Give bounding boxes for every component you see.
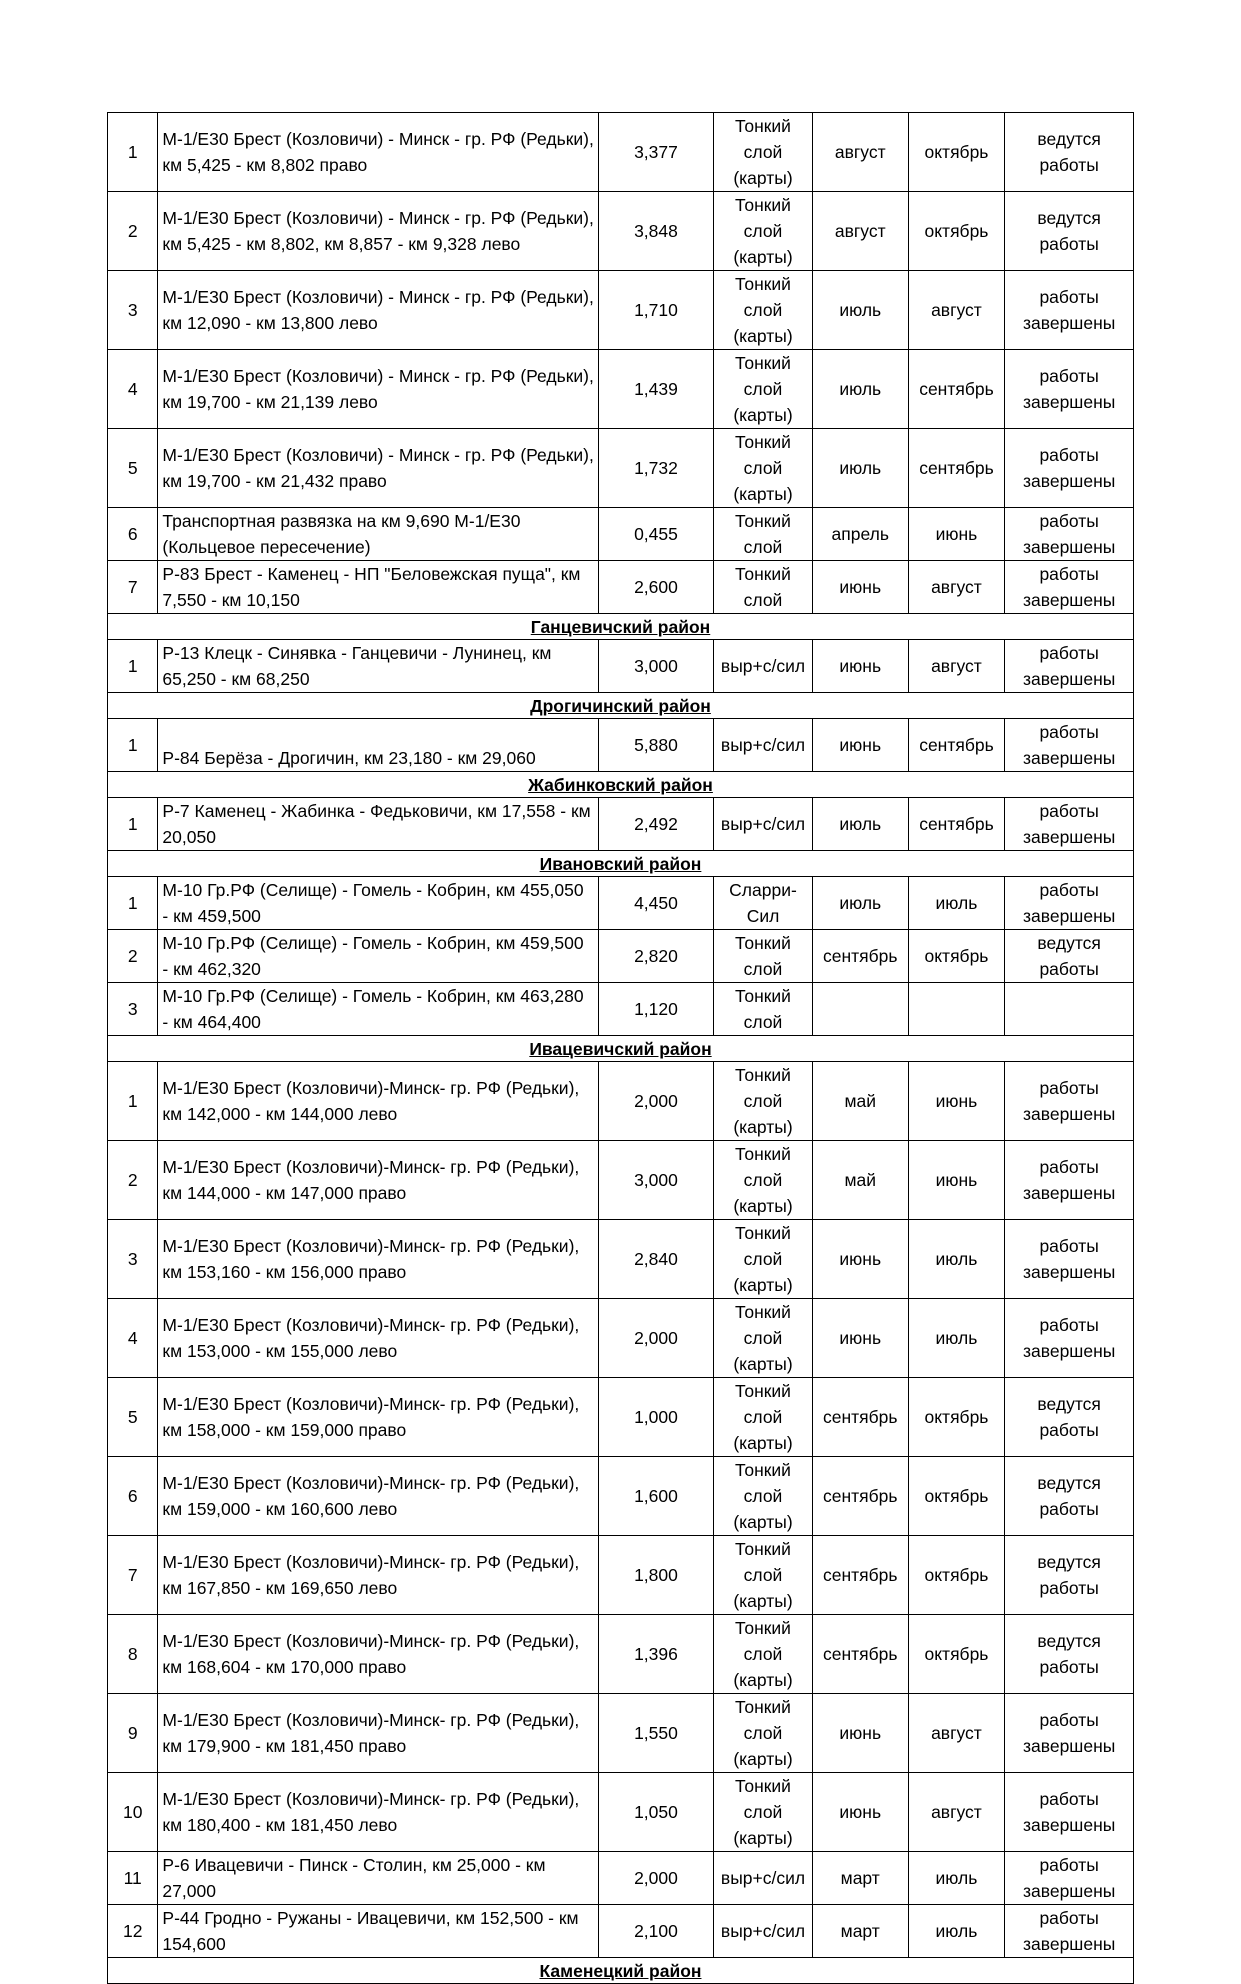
road-section: М-1/Е30 Брест (Козловичи)-Минск- гр. РФ (Редьки), км 144,000 - км 147,000 право — [158, 1141, 598, 1220]
district-title: Жабинковский район — [108, 772, 1134, 798]
table-row — [108, 192, 1134, 271]
work-status: работы завершены — [1005, 561, 1134, 614]
row-number: 1 — [108, 877, 158, 930]
row-number: 1 — [108, 798, 158, 851]
table-row — [108, 429, 1134, 508]
work-status: работы завершены — [1005, 1299, 1134, 1378]
end-month: июнь — [908, 1062, 1005, 1141]
road-section: Р-84 Берёза - Дрогичин, км 23,180 - км 29,060 — [158, 719, 598, 772]
work-status: ведутся работы — [1005, 1457, 1134, 1536]
road-section: М-1/Е30 Брест (Козловичи)-Минск- гр. РФ (Редьки), км 179,900 - км 181,450 право — [158, 1694, 598, 1773]
table-row — [108, 983, 1134, 1036]
work-status: работы завершены — [1005, 508, 1134, 561]
road-section: М-1/Е30 Брест (Козловичи)-Минск- гр. РФ (Редьки), км 142,000 - км 144,000 лево — [158, 1062, 598, 1141]
row-number: 2 — [108, 1141, 158, 1220]
table-row — [108, 719, 1134, 772]
work-status: ведутся работы — [1005, 192, 1134, 271]
road-section: М-1/Е30 Брест (Козловичи)-Минск- гр. РФ (Редьки), км 167,850 - км 169,650 лево — [158, 1536, 598, 1615]
end-month: июнь — [908, 1141, 1005, 1220]
road-section: М-10 Гр.РФ (Селище) - Гомель - Кобрин, км 455,050 - км 459,500 — [158, 877, 598, 930]
row-number: 6 — [108, 508, 158, 561]
end-month: июль — [908, 1299, 1005, 1378]
start-month: июнь — [812, 561, 908, 614]
length-km: 1,439 — [598, 350, 713, 429]
table-row — [108, 1536, 1134, 1615]
road-section: Р-6 Ивацевичи - Пинск - Столин, км 25,000 - км 27,000 — [158, 1852, 598, 1905]
length-km: 1,050 — [598, 1773, 713, 1852]
start-month: сентябрь — [812, 1536, 908, 1615]
road-section: Р-13 Клецк - Синявка - Ганцевичи - Лунинец, км 65,250 - км 68,250 — [158, 640, 598, 693]
length-km: 5,880 — [598, 719, 713, 772]
length-km: 3,000 — [598, 1141, 713, 1220]
district-title: Ивановский район — [108, 851, 1134, 877]
start-month: март — [812, 1905, 908, 1958]
end-month: август — [908, 640, 1005, 693]
table-row — [108, 113, 1134, 192]
work-type: Тонкий слой (карты) — [714, 192, 813, 271]
length-km: 3,848 — [598, 192, 713, 271]
road-section: Р-7 Каменец - Жабинка - Федьковичи, км 17,558 - км 20,050 — [158, 798, 598, 851]
road-section: М-1/Е30 Брест (Козловичи)-Минск- гр. РФ (Редьки), км 153,000 - км 155,000 лево — [158, 1299, 598, 1378]
district-header-row — [108, 1036, 1134, 1062]
work-status: работы завершены — [1005, 350, 1134, 429]
start-month: июнь — [812, 1220, 908, 1299]
road-section: М-1/Е30 Брест (Козловичи) - Минск - гр. РФ (Редьки), км 5,425 - км 8,802 право — [158, 113, 598, 192]
end-month — [908, 983, 1005, 1036]
row-number: 4 — [108, 350, 158, 429]
row-number: 1 — [108, 113, 158, 192]
work-type: Тонкий слой (карты) — [714, 113, 813, 192]
row-number: 9 — [108, 1694, 158, 1773]
end-month: август — [908, 271, 1005, 350]
start-month: май — [812, 1062, 908, 1141]
row-number: 10 — [108, 1773, 158, 1852]
start-month — [812, 983, 908, 1036]
start-month: сентябрь — [812, 1378, 908, 1457]
end-month: сентябрь — [908, 798, 1005, 851]
road-section: М-1/Е30 Брест (Козловичи)-Минск- гр. РФ (Редьки), км 159,000 - км 160,600 лево — [158, 1457, 598, 1536]
start-month: июль — [812, 350, 908, 429]
row-number: 7 — [108, 561, 158, 614]
row-number: 3 — [108, 1220, 158, 1299]
work-type: выр+с/сил — [714, 1852, 813, 1905]
work-type: Тонкий слой (карты) — [714, 1536, 813, 1615]
length-km: 2,600 — [598, 561, 713, 614]
table-row — [108, 1905, 1134, 1958]
end-month: октябрь — [908, 113, 1005, 192]
start-month: июнь — [812, 1773, 908, 1852]
work-type: Тонкий слой (карты) — [714, 1615, 813, 1694]
work-type: Тонкий слой — [714, 983, 813, 1036]
road-section: Транспортная развязка на км 9,690 М-1/Е30 (Кольцевое пересечение) — [158, 508, 598, 561]
end-month: октябрь — [908, 192, 1005, 271]
work-type: Тонкий слой (карты) — [714, 429, 813, 508]
row-number: 8 — [108, 1615, 158, 1694]
end-month: сентябрь — [908, 429, 1005, 508]
length-km: 1,550 — [598, 1694, 713, 1773]
length-km: 1,800 — [598, 1536, 713, 1615]
work-type: Тонкий слой — [714, 561, 813, 614]
road-section: М-1/Е30 Брест (Козловичи)-Минск- гр. РФ (Редьки), км 168,604 - км 170,000 право — [158, 1615, 598, 1694]
end-month: август — [908, 561, 1005, 614]
end-month: июль — [908, 1220, 1005, 1299]
work-status: ведутся работы — [1005, 930, 1134, 983]
length-km: 1,120 — [598, 983, 713, 1036]
work-type: Тонкий слой (карты) — [714, 1220, 813, 1299]
start-month: май — [812, 1141, 908, 1220]
length-km: 2,840 — [598, 1220, 713, 1299]
end-month: август — [908, 1773, 1005, 1852]
road-works-table — [107, 112, 1134, 1984]
length-km: 2,000 — [598, 1852, 713, 1905]
length-km: 1,732 — [598, 429, 713, 508]
road-section: М-1/Е30 Брест (Козловичи) - Минск - гр. РФ (Редьки), км 12,090 - км 13,800 лево — [158, 271, 598, 350]
work-type: Сларри-Сил — [714, 877, 813, 930]
end-month: октябрь — [908, 930, 1005, 983]
length-km: 1,396 — [598, 1615, 713, 1694]
start-month: июль — [812, 429, 908, 508]
end-month: сентябрь — [908, 719, 1005, 772]
start-month: июнь — [812, 640, 908, 693]
table-row — [108, 271, 1134, 350]
work-status: работы завершены — [1005, 271, 1134, 350]
length-km: 2,100 — [598, 1905, 713, 1958]
work-type: Тонкий слой (карты) — [714, 1141, 813, 1220]
road-section: Р-83 Брест - Каменец - НП "Беловежская пуща", км 7,550 - км 10,150 — [158, 561, 598, 614]
length-km: 2,820 — [598, 930, 713, 983]
length-km: 1,000 — [598, 1378, 713, 1457]
work-type: Тонкий слой (карты) — [714, 1062, 813, 1141]
row-number: 3 — [108, 983, 158, 1036]
row-number: 11 — [108, 1852, 158, 1905]
work-type: Тонкий слой (карты) — [714, 1457, 813, 1536]
table-row — [108, 640, 1134, 693]
end-month: июнь — [908, 508, 1005, 561]
table-body — [108, 113, 1134, 1984]
work-status: работы завершены — [1005, 1773, 1134, 1852]
start-month: сентябрь — [812, 930, 908, 983]
length-km: 2,000 — [598, 1062, 713, 1141]
table-row — [108, 1457, 1134, 1536]
table-row — [108, 1852, 1134, 1905]
table-row — [108, 1141, 1134, 1220]
end-month: июль — [908, 1905, 1005, 1958]
work-type: Тонкий слой (карты) — [714, 1378, 813, 1457]
table-row — [108, 877, 1134, 930]
row-number: 7 — [108, 1536, 158, 1615]
table-row — [108, 561, 1134, 614]
work-status: работы завершены — [1005, 1905, 1134, 1958]
road-section: М-1/Е30 Брест (Козловичи) - Минск - гр. РФ (Редьки), км 19,700 - км 21,432 право — [158, 429, 598, 508]
start-month: апрель — [812, 508, 908, 561]
work-type: выр+с/сил — [714, 719, 813, 772]
table-row — [108, 798, 1134, 851]
start-month: август — [812, 113, 908, 192]
start-month: март — [812, 1852, 908, 1905]
work-status: работы завершены — [1005, 719, 1134, 772]
table-row — [108, 1299, 1134, 1378]
work-type: Тонкий слой — [714, 508, 813, 561]
work-status: работы завершены — [1005, 429, 1134, 508]
end-month: октябрь — [908, 1615, 1005, 1694]
row-number: 1 — [108, 719, 158, 772]
start-month: июнь — [812, 1694, 908, 1773]
district-title: Ганцевичский район — [108, 614, 1134, 640]
end-month: октябрь — [908, 1457, 1005, 1536]
end-month: октябрь — [908, 1378, 1005, 1457]
end-month: июль — [908, 1852, 1005, 1905]
work-status: работы завершены — [1005, 1220, 1134, 1299]
start-month: июнь — [812, 1299, 908, 1378]
road-section: М-1/Е30 Брест (Козловичи)-Минск- гр. РФ (Редьки), км 180,400 - км 181,450 лево — [158, 1773, 598, 1852]
road-section: М-1/Е30 Брест (Козловичи)-Минск- гр. РФ (Редьки), км 158,000 - км 159,000 право — [158, 1378, 598, 1457]
row-number: 1 — [108, 1062, 158, 1141]
length-km: 2,000 — [598, 1299, 713, 1378]
work-type: выр+с/сил — [714, 640, 813, 693]
row-number: 1 — [108, 640, 158, 693]
start-month: июль — [812, 798, 908, 851]
end-month: август — [908, 1694, 1005, 1773]
district-header-row — [108, 772, 1134, 798]
end-month: сентябрь — [908, 350, 1005, 429]
table-row — [108, 1062, 1134, 1141]
work-type: Тонкий слой (карты) — [714, 1773, 813, 1852]
work-status: работы завершены — [1005, 798, 1134, 851]
table-row — [108, 350, 1134, 429]
work-status: работы завершены — [1005, 1852, 1134, 1905]
district-header-row — [108, 614, 1134, 640]
table-row — [108, 1220, 1134, 1299]
work-type: Тонкий слой — [714, 930, 813, 983]
row-number: 5 — [108, 1378, 158, 1457]
table-row — [108, 508, 1134, 561]
start-month: август — [812, 192, 908, 271]
row-number: 12 — [108, 1905, 158, 1958]
work-status: работы завершены — [1005, 877, 1134, 930]
length-km: 1,710 — [598, 271, 713, 350]
row-number: 4 — [108, 1299, 158, 1378]
work-status: работы завершены — [1005, 1062, 1134, 1141]
end-month: октябрь — [908, 1536, 1005, 1615]
length-km: 3,000 — [598, 640, 713, 693]
start-month: сентябрь — [812, 1615, 908, 1694]
row-number: 6 — [108, 1457, 158, 1536]
length-km: 2,492 — [598, 798, 713, 851]
road-section: М-1/Е30 Брест (Козловичи) - Минск - гр. РФ (Редьки), км 19,700 - км 21,139 лево — [158, 350, 598, 429]
work-status: ведутся работы — [1005, 1615, 1134, 1694]
table-row — [108, 1694, 1134, 1773]
road-section: М-1/Е30 Брест (Козловичи) - Минск - гр. РФ (Редьки), км 5,425 - км 8,802, км 8,857 - км 9,328 лево — [158, 192, 598, 271]
row-number: 2 — [108, 192, 158, 271]
work-type: Тонкий слой (карты) — [714, 271, 813, 350]
road-section: Р-44 Гродно - Ружаны - Ивацевичи, км 152,500 - км 154,600 — [158, 1905, 598, 1958]
table-row — [108, 930, 1134, 983]
length-km: 3,377 — [598, 113, 713, 192]
start-month: июль — [812, 877, 908, 930]
work-status: ведутся работы — [1005, 1536, 1134, 1615]
road-section: М-10 Гр.РФ (Селище) - Гомель - Кобрин, км 463,280 - км 464,400 — [158, 983, 598, 1036]
work-status: ведутся работы — [1005, 113, 1134, 192]
start-month: сентябрь — [812, 1457, 908, 1536]
work-status: работы завершены — [1005, 1141, 1134, 1220]
length-km: 1,600 — [598, 1457, 713, 1536]
work-status — [1005, 983, 1134, 1036]
length-km: 0,455 — [598, 508, 713, 561]
end-month: июль — [908, 877, 1005, 930]
district-header-row — [108, 1958, 1134, 1984]
district-header-row — [108, 693, 1134, 719]
row-number: 5 — [108, 429, 158, 508]
road-section: М-1/Е30 Брест (Козловичи)-Минск- гр. РФ (Редьки), км 153,160 - км 156,000 право — [158, 1220, 598, 1299]
work-type: Тонкий слой (карты) — [714, 350, 813, 429]
work-type: Тонкий слой (карты) — [714, 1694, 813, 1773]
road-section: М-10 Гр.РФ (Селище) - Гомель - Кобрин, км 459,500 - км 462,320 — [158, 930, 598, 983]
row-number: 2 — [108, 930, 158, 983]
work-type: Тонкий слой (карты) — [714, 1299, 813, 1378]
length-km: 4,450 — [598, 877, 713, 930]
start-month: июнь — [812, 719, 908, 772]
district-title: Дрогичинский район — [108, 693, 1134, 719]
work-status: ведутся работы — [1005, 1378, 1134, 1457]
district-header-row — [108, 851, 1134, 877]
district-title: Каменецкий район — [108, 1958, 1134, 1984]
table-row — [108, 1773, 1134, 1852]
table-row — [108, 1378, 1134, 1457]
work-status: работы завершены — [1005, 1694, 1134, 1773]
work-type: выр+с/сил — [714, 1905, 813, 1958]
work-status: работы завершены — [1005, 640, 1134, 693]
district-title: Ивацевичский район — [108, 1036, 1134, 1062]
row-number: 3 — [108, 271, 158, 350]
start-month: июль — [812, 271, 908, 350]
table-row — [108, 1615, 1134, 1694]
work-type: выр+с/сил — [714, 798, 813, 851]
